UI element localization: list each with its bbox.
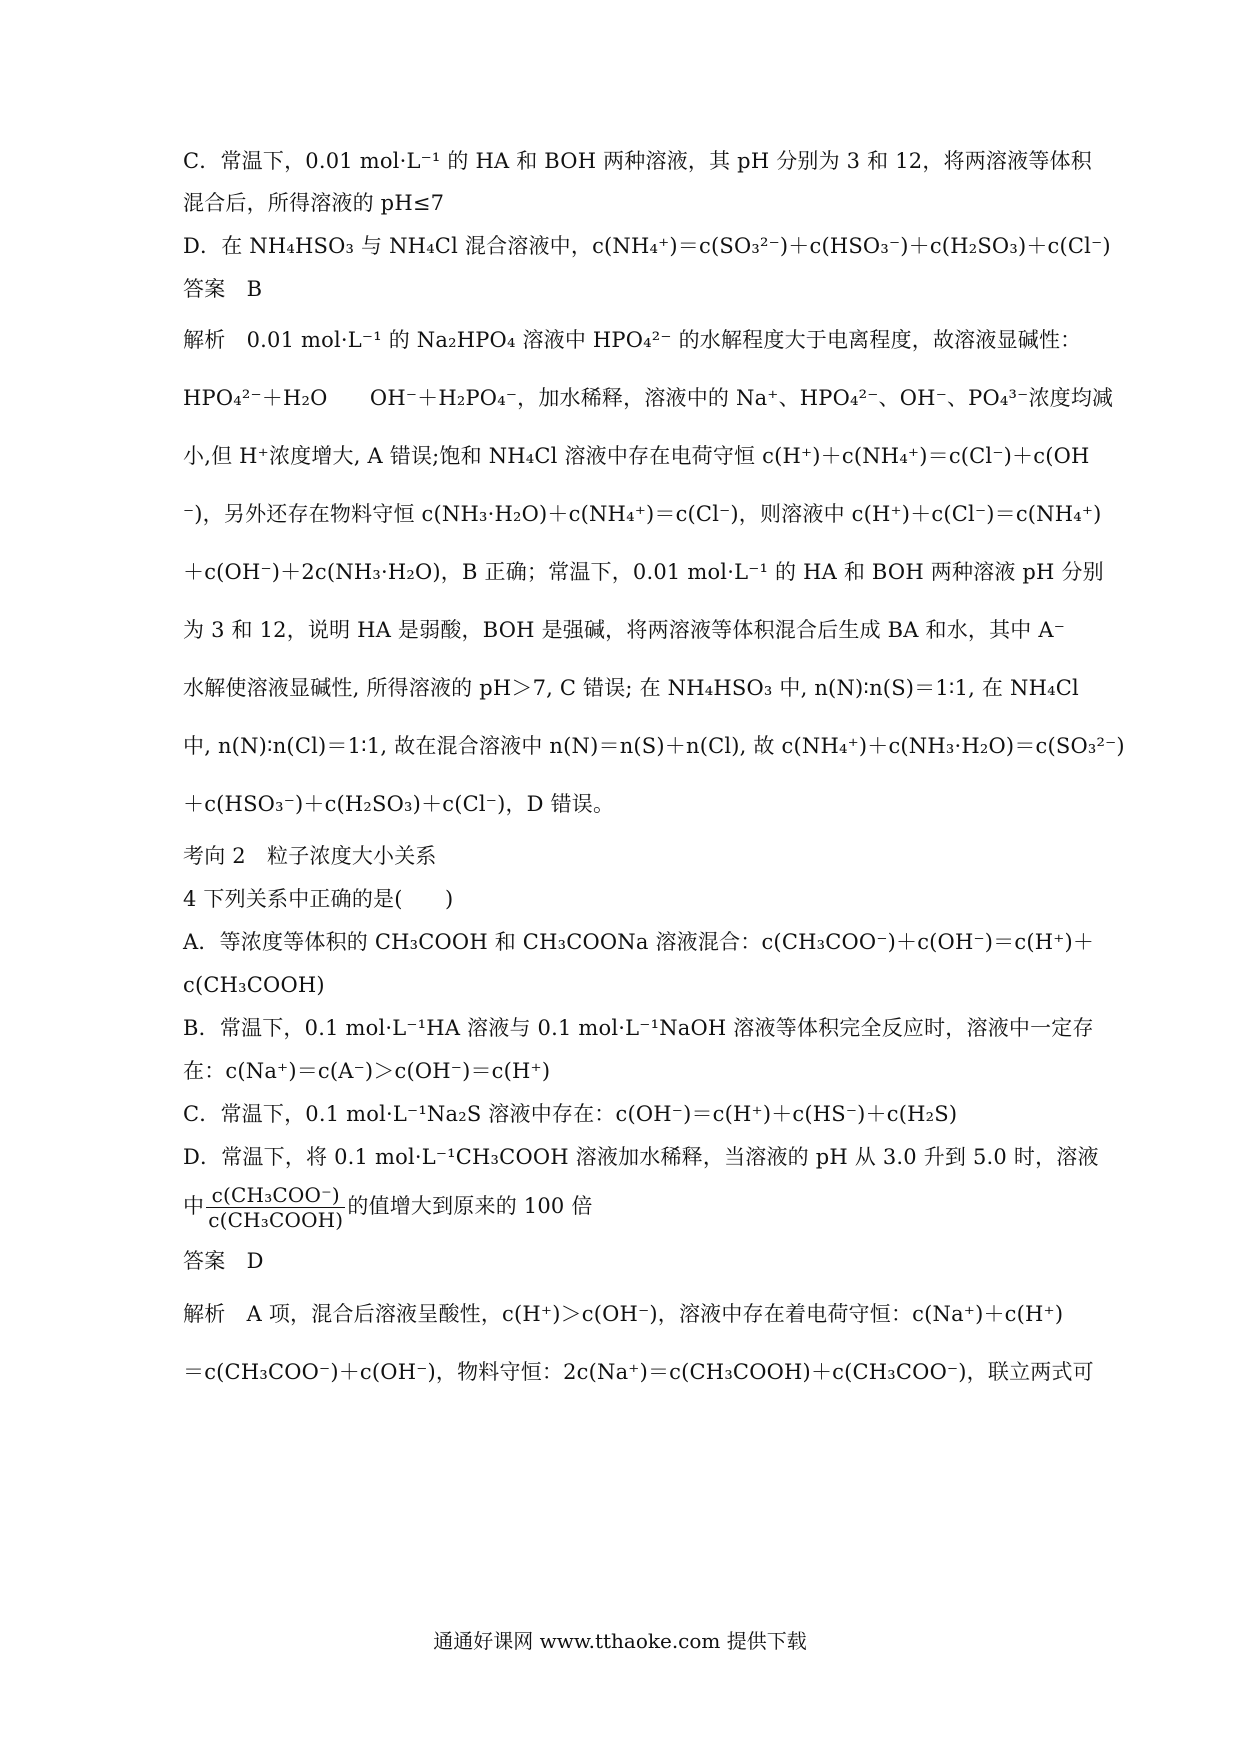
- analysis-line-5: ＋c(OH⁻)＋2c(NH₃·H₂O)，B 正确；常温下，0.01 mol·L⁻¹ 的 HA 和 BOH 两种溶液 pH 分别: [183, 560, 1104, 584]
- fraction-numerator: c(CH₃COO⁻): [206, 1183, 345, 1208]
- analysis-line-9: ＋c(HSO₃⁻)＋c(H₂SO₃)＋c(Cl⁻)，D 错误。: [183, 792, 615, 816]
- footer-source: 通通好课网 www.tthaoke.com 提供下载: [433, 1629, 807, 1653]
- fraction-suffix: 的值增大到原来的 100 倍: [347, 1194, 593, 1218]
- analysis-line-2: HPO₄²⁻＋H₂O OH⁻＋H₂PO₄⁻，加水稀释，溶液中的 Na⁺、HPO₄²⁻、OH⁻、PO₄³⁻浓度均减: [183, 386, 1114, 410]
- option-d-line: D．在 NH₄HSO₃ 与 NH₄Cl 混合溶液中，c(NH₄⁺)＝c(SO₃²⁻)＋c(HSO₃⁻)＋c(H₂SO₃)＋c(Cl⁻): [183, 234, 1111, 258]
- fraction-prefix: 中: [183, 1194, 205, 1218]
- analysis-line-1: 解析 0.01 mol·L⁻¹ 的 Na₂HPO₄ 溶液中 HPO₄²⁻ 的水解程度大于电离程度，故溶液显碱性：: [183, 328, 1082, 352]
- option-b-line-2: 在：c(Na⁺)＝c(A⁻)＞c(OH⁻)＝c(H⁺): [183, 1059, 551, 1083]
- analysis-line-6: 为 3 和 12，说明 HA 是弱酸，BOH 是强碱，将两溶液等体积混合后生成 BA 和水，其中 A⁻: [183, 618, 1066, 642]
- fraction-denominator: c(CH₃COOH): [208, 1208, 344, 1232]
- analysis-line-8: 中, n(N)∶n(Cl)＝1∶1, 故在混合溶液中 n(N)＝n(S)＋n(Cl), 故 c(NH₄⁺)＋c(NH₃·H₂O)＝c(SO₃²⁻): [183, 734, 1125, 758]
- answer-d: 答案 D: [183, 1249, 264, 1273]
- option-c-line-1: C．常温下，0.01 mol·L⁻¹ 的 HA 和 BOH 两种溶液，其 pH 分别为 3 和 12，将两溶液等体积: [183, 149, 1092, 173]
- analysis-line-3: 小,但 H⁺浓度增大, A 错误;饱和 NH₄Cl 溶液中存在电荷守恒 c(H⁺)＋c(NH₄⁺)＝c(Cl⁻)＋c(OH: [183, 444, 1090, 468]
- option-a-line-2: c(CH₃COOH): [183, 973, 325, 997]
- concentration-ratio-fraction: [206, 1183, 345, 1232]
- option-b-line-1: B．常温下，0.1 mol·L⁻¹HA 溶液与 0.1 mol·L⁻¹NaOH 溶液等体积完全反应时，溶液中一定存: [183, 1016, 1094, 1040]
- option-d2-line-2: [183, 1178, 1063, 1234]
- analysis-line-4: ⁻)，另外还存在物料守恒 c(NH₃·H₂O)＋c(NH₄⁺)＝c(Cl⁻)，则溶液中 c(H⁺)＋c(Cl⁻)＝c(NH₄⁺): [183, 502, 1102, 526]
- option-d2-line-1: D．常温下，将 0.1 mol·L⁻¹CH₃COOH 溶液加水稀释，当溶液的 pH 从 3.0 升到 5.0 时，溶液: [183, 1145, 1099, 1169]
- option-c2-line: C．常温下，0.1 mol·L⁻¹Na₂S 溶液中存在：c(OH⁻)＝c(H⁺)＋c(HS⁻)＋c(H₂S): [183, 1102, 958, 1126]
- section-heading: 考向 2 粒子浓度大小关系: [183, 844, 437, 868]
- analysis2-line-2: ＝c(CH₃COO⁻)＋c(OH⁻)，物料守恒：2c(Na⁺)＝c(CH₃COOH)＋c(CH₃COO⁻)，联立两式可: [183, 1360, 1094, 1384]
- analysis-line-7: 水解使溶液显碱性, 所得溶液的 pH＞7, C 错误; 在 NH₄HSO₃ 中, n(N)∶n(S)＝1∶1, 在 NH₄Cl: [183, 676, 1079, 700]
- analysis2-line-1: 解析 A 项，混合后溶液呈酸性，c(H⁺)＞c(OH⁻)，溶液中存在着电荷守恒：c(Na⁺)＋c(H⁺): [183, 1302, 1064, 1326]
- option-c-line-2: 混合后，所得溶液的 pH≤7: [183, 191, 445, 215]
- question-4-stem: 4 下列关系中正确的是( ): [183, 887, 454, 911]
- answer-b: 答案 B: [183, 277, 263, 301]
- option-a-line-1: A．等浓度等体积的 CH₃COOH 和 CH₃COONa 溶液混合：c(CH₃COO⁻)＋c(OH⁻)＝c(H⁺)＋: [183, 930, 1095, 954]
